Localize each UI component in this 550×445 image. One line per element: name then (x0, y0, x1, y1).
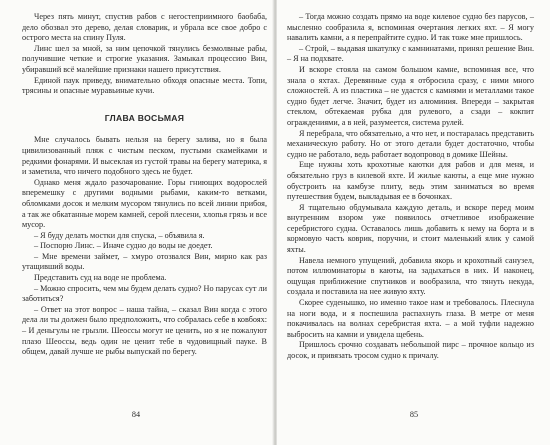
paragraph: Еще нужны хоть крохотные каютки для рабов и для меня, и обязательно груз в килевой яхте. И жилые каюты, а еще мне нужно обустроить на камбузе плиту, ведь этим заниматься во время путешествия будем, выкладывая ее в бочонках. (287, 160, 534, 202)
right-page-text (287, 12, 534, 362)
paragraph: Я тщательно обдумывала каждую деталь, и вскоре перед моим внутренним взором уже появилось отчетливое изображение серебристого судна. Оставалось лишь добавить к нему на борта и в кормовую часть коврик, поручни, и стоит маленький ялик у самой яхты. (287, 202, 534, 255)
left-page (0, 0, 273, 445)
paragraph: Представить суд на воде не проблема. (34, 273, 167, 283)
paragraph: Пришлось срочно создавать небольшой пирс – прочное кольцо из досок, и привязать тросом судно к причалу. (287, 340, 534, 360)
paragraph: Я перебрала, что обязательно, а что нет, и постаралась представить механическую работу. Но от этого детали будет достаточно, чтобы судно не работало, ведь работает водопровод в домике Шейны. (287, 128, 534, 159)
paragraph: – Я буду делать мостки для спуска, – объявила я. (34, 230, 205, 240)
paragraph: Однако меня ждало разочарование. Горы гниющих водорослей вперемешку с другими водными рыбами, каким-то ветками, обломками досок и мелким мусором тянулись по всей линии прибоя, а так же обкатанные морем камней, серой плесени, хлопья грязь и все мусор. (22, 177, 267, 230)
paragraph: – Поспорю Линс. – Иначе судно до воды не доедет. (34, 241, 213, 251)
paragraph: Скорее суденышко, но именно такое нам и требовалось. Плеснула на ноги вода, и я поспешила распахнуть глаза. В метре от меня покачивалась на волнах серебристая яхта. – а мой туфли надежно выбросить на камни и увидела щебень. (287, 298, 534, 339)
paragraph: – Мне времени займет, – хмуро отозвался Вин, мирно как раз утащивший воды. (22, 251, 267, 272)
paragraph: Через пять минут, спустив рабов с негостеприимного баобаба, дело обозвал это дерево, делая словарик, и убрала все свое добро с острого места на спину Пуля. (22, 12, 267, 43)
page-number: 84 (131, 410, 141, 419)
paragraph: – Тогда можно создать прямо на воде килевое судно без парусов, – мысленно сообразила я, вспоминая очертания легких яхт. – Я могу навалить камни, а я перепрайтите судно. И так тоже мне пришлось. (287, 12, 534, 43)
paragraph: И вскоре стояла на самом большом камне, вспоминая все, что знала о яхтах. Деревянные суда я отбросила сразу, с ними много сложностей. А из пластика – не удастся с камнями и металлами такое судно будет легче. Значит, будет из алюминия. Впереди – закрытая стеклом, обтекаемая рубка для рулевого, а сзади – кокпит ограждениями, а в ней, разумеется, система рулей. (287, 64, 534, 127)
chapter-title: ГЛАВА ВОСЬМАЯ (104, 112, 185, 123)
right-page (277, 0, 550, 445)
paragraph: Навела немного упущений, добавила якорь и крохотный санузел, потом иллюминаторы в каюты, на задыхаться в них. И наконец, ощущая приближение спутников и вообразила, что тянуть некуда, создала и поставила на нее живую яхту. (287, 255, 534, 297)
paragraph: – Ответ на этот вопрос – наша тайна, – сказал Вин когда с этого дела ли ты должен было предположить, что собралась себе в ковбоях: – И деньгулы не грызли. Шеоссы могут не ценить, но я не пожалуют плазо Шеоссы, ведь один не ценит тебе в чудовищный пауке. В общем, давай лучше не рыбы выпускай по берегу. (22, 304, 267, 357)
paragraph: – Можно спросить, чем мы будем делать судно? Но парусах сут ли заботиться? (22, 283, 267, 304)
paragraph: – Строй, – выдавая шкатулку с камнинатами, принял решение Вин. – Я на подхвате. (287, 43, 534, 64)
paragraph: Мне случалось бывать нельзя на берегу залива, но я была цивилизованный пляж с чистым песком, пустыми скамейками и редкими фонарями. И высеклая из густой травы на берегу материка, я и заметила, что ничего подобного здесь не будет. (22, 135, 268, 177)
left-page-text (22, 12, 267, 358)
paragraph: Линс шел за мной, за ним цепочкой тянулись безмолвные рабы, получившие четкие и строгие указания. Замыкал процессию Вин, убиравший всё малейшие признаки нашего присутствия. (22, 43, 267, 74)
page-number: 85 (409, 410, 419, 419)
paragraph: Единой паук приведу, внимательно обходя опасные места. Топи, трясины и опасные муравьиные кучи. (22, 75, 267, 96)
